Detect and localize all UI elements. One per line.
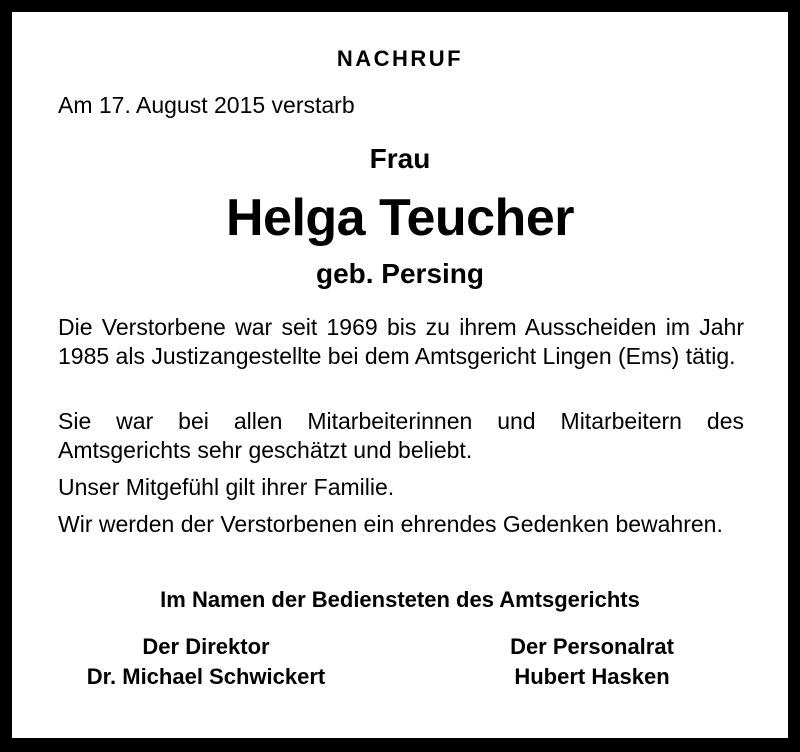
signature-staff-council <box>432 632 752 692</box>
signatory-name: Hubert Hasken <box>514 664 670 689</box>
signatory-name: Dr. Michael Schwickert <box>86 664 326 689</box>
salutation: Frau <box>369 143 431 174</box>
paragraph-employment: Die Verstorbene war seit 1969 bis zu ihrem Ausscheiden im Jahr 1985 als Justizangestellte bei dem Amtsgericht Lingen (Ems) tätig. <box>58 314 744 369</box>
signatory-title: Der Personalrat <box>510 634 674 659</box>
deceased-name: Helga Teucher <box>226 189 574 247</box>
birth-name: geb. Persing <box>315 258 485 289</box>
paragraph-remembrance: Wir werden der Verstorbenen ein ehrendes Gedenken bewahren. <box>58 511 723 537</box>
notice-heading: NACHRUF <box>336 46 464 71</box>
paragraph-sympathy: Unser Mitgefühl gilt ihrer Familie. <box>58 474 395 500</box>
paragraph-esteem: Sie war bei allen Mitarbeiterinnen und Mitarbeitern des Amtsgerichts sehr geschätzt und beliebt. <box>58 408 744 463</box>
signatory-title: Der Direktor <box>142 634 270 659</box>
signoff-line: Im Namen der Bediensteten des Amtsgerichts <box>160 587 640 612</box>
intro-line: Am 17. August 2015 verstarb <box>58 92 355 118</box>
obituary-card <box>12 12 788 738</box>
signature-director <box>48 632 364 692</box>
